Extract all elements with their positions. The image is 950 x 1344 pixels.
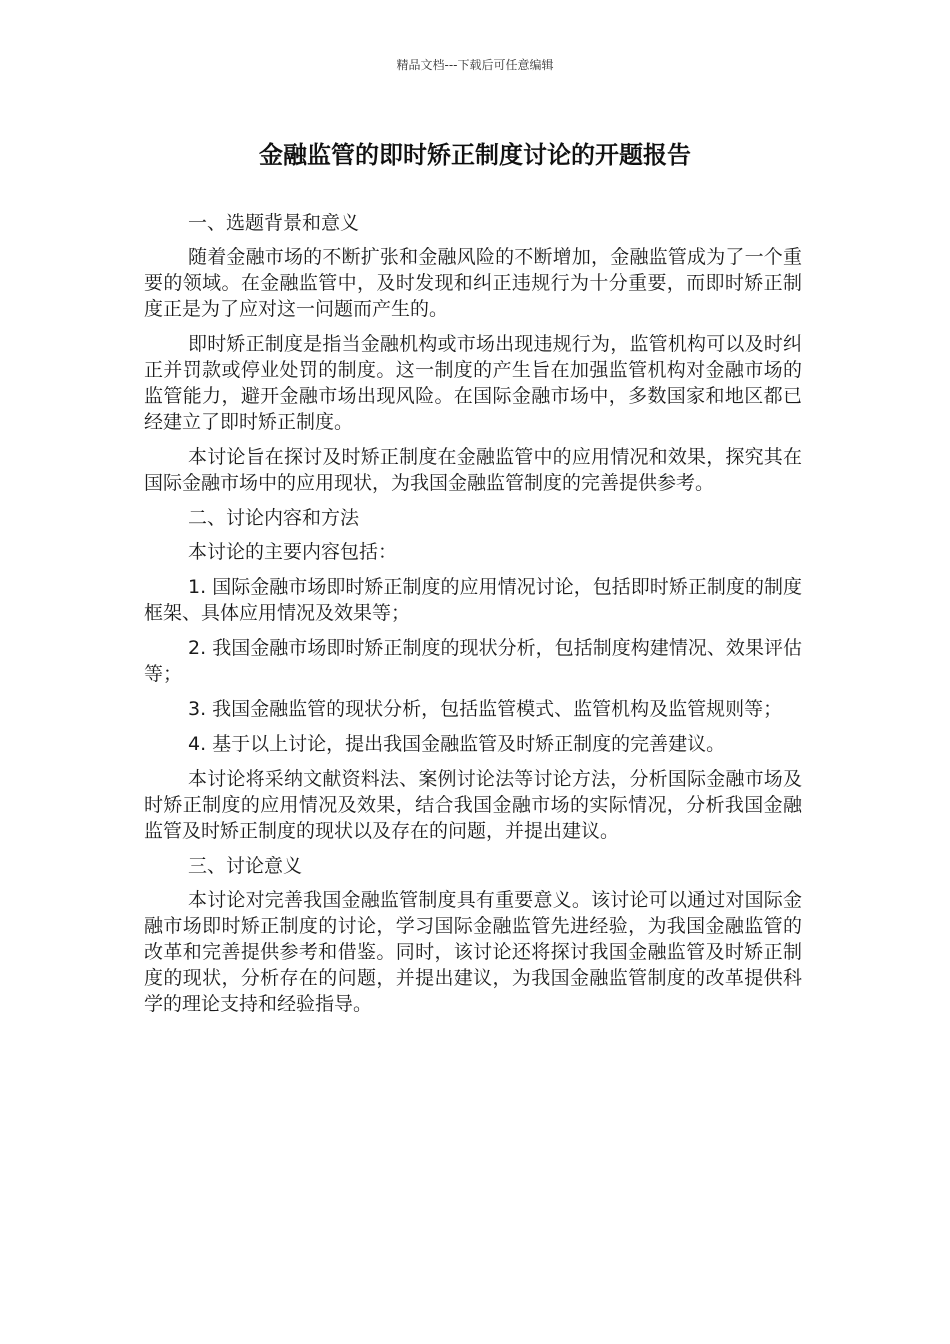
list-item: 2. 我国金融市场即时矫正制度的现状分析，包括制度构建情况、效果评估等； <box>144 637 802 685</box>
list-item: 4. 基于以上讨论，提出我国金融监管及时矫正制度的完善建议。 <box>188 733 726 755</box>
body-paragraph: 随着金融市场的不断扩张和金融风险的不断增加，金融监管成为了一个重要的领域。在金融监管中，及时发现和纠正违规行为十分重要，而即时矫正制度正是为了应对这一问题而产生的。 <box>144 246 802 320</box>
body-paragraph: 本讨论旨在探讨及时矫正制度在金融监管中的应用情况和效果，探究其在国际金融市场中的应用现状，为我国金融监管制度的完善提供参考。 <box>144 446 802 494</box>
body-paragraph: 本讨论将采纳文献资料法、案例讨论法等讨论方法，分析国际金融市场及时矫正制度的应用情况及效果，结合我国金融市场的实际情况，分析我国金融监管及时矫正制度的现状以及存在的问题，并提出建议。 <box>144 768 802 842</box>
body-paragraph: 即时矫正制度是指当金融机构或市场出现违规行为，监管机构可以及时纠正并罚款或停业处罚的制度。这一制度的产生旨在加强监管机构对金融市场的监管能力，避开金融市场出现风险。在国际金融市场中，多数国家和地区都已经建立了即时矫正制度。 <box>144 333 802 433</box>
body-paragraph: 本讨论的主要内容包括： <box>188 541 398 563</box>
document-title: 金融监管的即时矫正制度讨论的开题报告 <box>259 141 691 169</box>
list-item: 3. 我国金融监管的现状分析，包括监管模式、监管机构及监管规则等； <box>188 698 783 720</box>
section-heading: 三、讨论意义 <box>188 855 303 877</box>
body-paragraph: 本讨论对完善我国金融监管制度具有重要意义。该讨论可以通过对国际金融市场即时矫正制度的讨论，学习国际金融监管先进经验，为我国金融监管的改革和完善提供参考和借鉴。同时，该讨论还将探讨我国金融监管及时矫正制度的现状，分析存在的问题，并提出建议，为我国金融监管制度的改革提供科学的理论支持和经验指导。 <box>144 889 802 1015</box>
document-body <box>144 210 802 1026</box>
list-item: 1. 国际金融市场即时矫正制度的应用情况讨论，包括即时矫正制度的制度框架、具体应用情况及效果等； <box>144 576 802 624</box>
section-heading: 二、讨论内容和方法 <box>188 507 360 529</box>
page-header: 精品文档---下载后可任意编辑 <box>396 58 554 72</box>
section-heading: 一、选题背景和意义 <box>188 212 360 234</box>
